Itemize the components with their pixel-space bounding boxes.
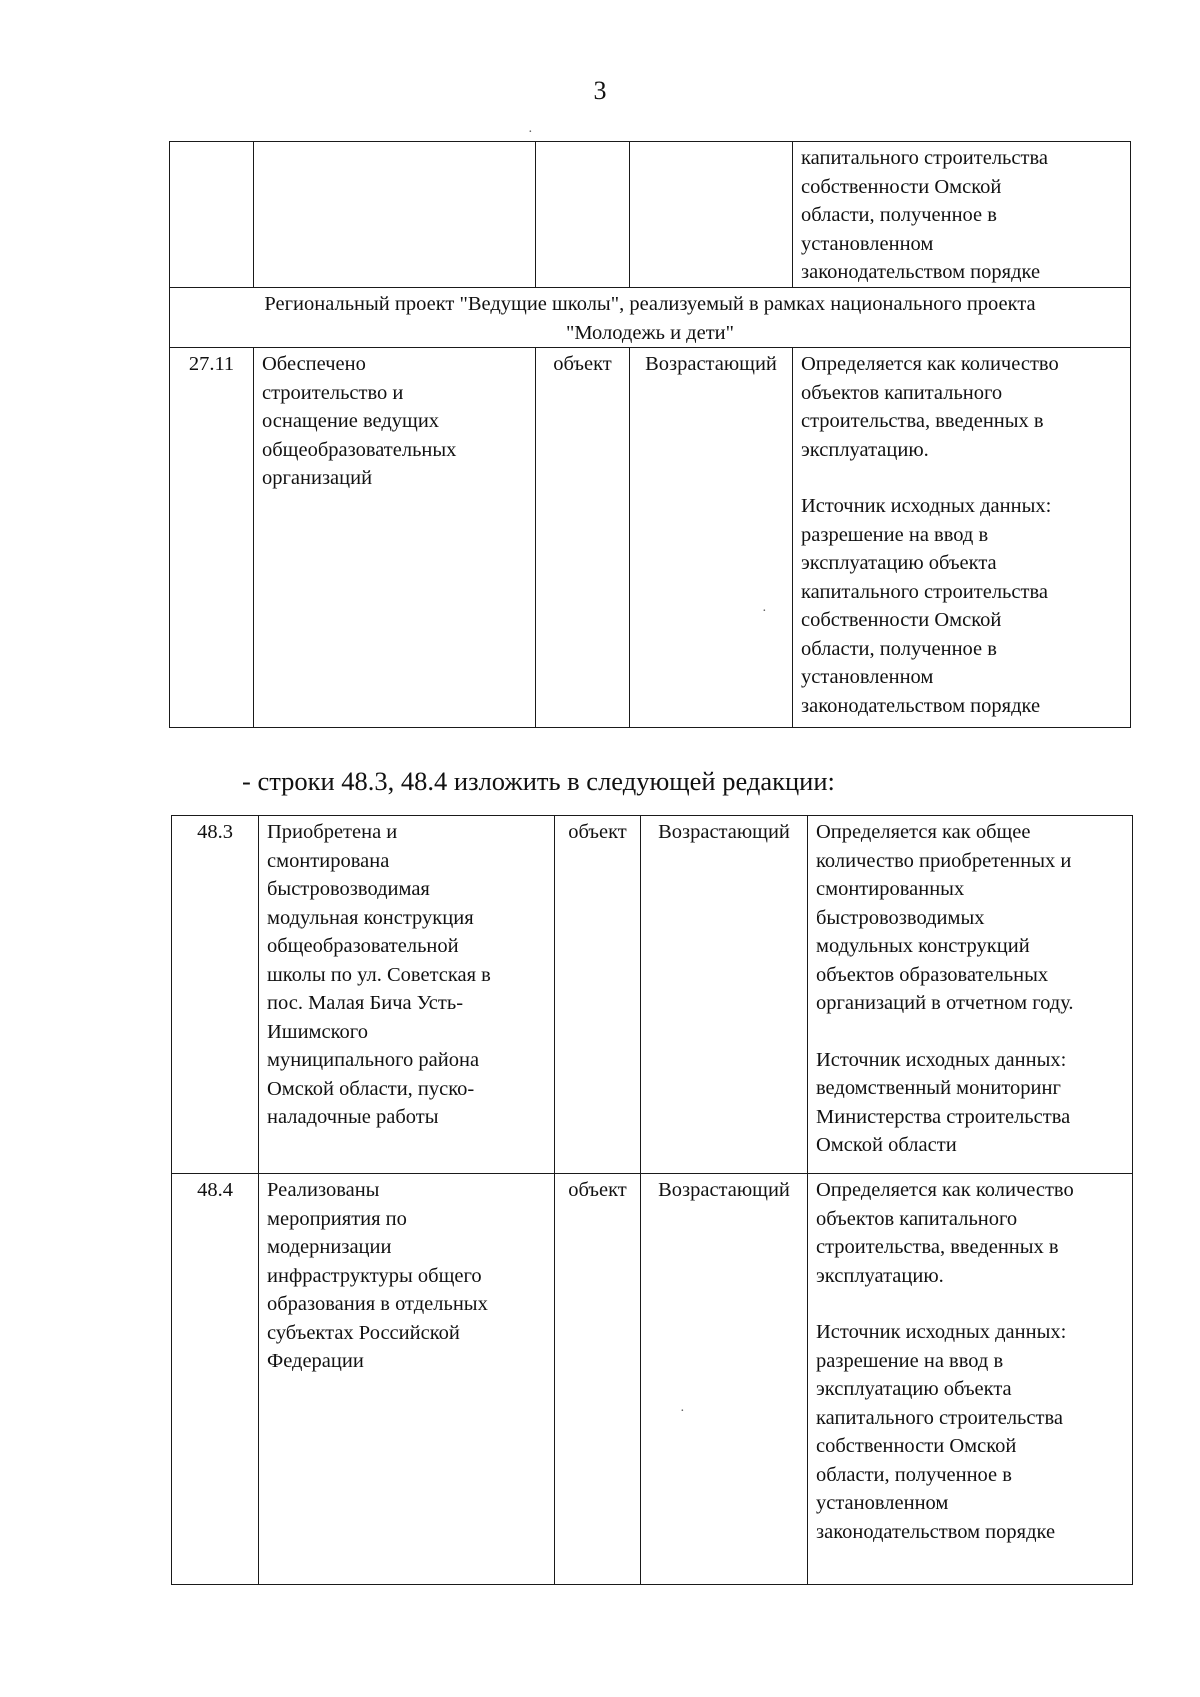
unit-cell: объект [536,348,630,728]
text-line: объектов капитального [801,381,1003,404]
scan-speck: · [528,125,533,140]
description-cell [793,142,1131,288]
text-line: капитального строительства [816,1406,1063,1429]
description-paragraph [801,350,1122,464]
text-line: общеобразовательных [262,438,457,461]
text-line: модульная конструкция [267,906,474,929]
text-line: Федерации [267,1350,364,1372]
trend-cell [630,142,793,288]
indicator-name-text [262,350,527,493]
text-line: строительство и [262,381,404,404]
text-line: эксплуатацию объекта [801,552,997,574]
text-line: пос. Малая Бича Усть- [267,992,464,1014]
data-source-paragraph [816,1046,1124,1160]
text-line: субъектах Российской [267,1321,460,1344]
text-line: "Молодежь и дети" [565,321,735,344]
text-line: объектов капитального [816,1207,1018,1230]
table-row [170,348,1131,728]
text-line: организаций [262,467,373,489]
text-line: собственности Омской [816,1435,1017,1457]
text-line: строительства, введенных в [816,1236,1059,1258]
text-line: быстровозводимых [816,906,985,929]
text-line: эксплуатацию. [816,1264,944,1287]
scan-speck: · [680,1404,685,1419]
indicator-name-text [267,818,546,1132]
unit-cell: объект [555,1174,641,1585]
trend-cell: Возрастающий [630,348,793,728]
text-line: Омской области [816,1134,957,1156]
text-line: Источник исходных данных: [816,1321,1067,1343]
text-line: объектов образовательных [816,963,1049,986]
row-number: 27.11 [170,348,254,728]
text-line: Омской области, пуско- [267,1077,475,1100]
text-line: общеобразовательной [267,935,459,957]
text-line: собственности Омской [801,609,1002,631]
text-line: Министерства строительства [816,1105,1071,1128]
text-line: разрешение на ввод в [816,1349,1004,1372]
text-line: образования в отдельных [267,1293,488,1315]
description-cell [793,348,1131,728]
instruction-text: - строки 48.3, 48.4 изложить в следующей редакции: [242,766,835,796]
text-line: установленном [801,666,934,688]
text-line: смонтированных [816,878,965,900]
table-row [170,142,1131,288]
description-cell [808,816,1133,1174]
trend-cell: Возрастающий [641,1174,808,1585]
scan-speck: · [762,604,767,619]
data-source-paragraph [801,492,1122,720]
text-line: инфраструктуры общего [267,1264,482,1287]
table-row [172,816,1133,1174]
text-line: муниципального района [267,1049,480,1071]
text-line: строительства, введенных в [801,410,1044,432]
indicators-table-new [171,815,1133,1585]
text-line: организаций в отчетном году. [816,992,1074,1014]
text-line: Источник исходных данных: [816,1048,1067,1071]
text-line: законодательством порядке [816,1520,1056,1543]
unit-cell: объект [555,816,641,1174]
indicator-name [254,348,536,728]
text-line: оснащение ведущих [262,410,440,432]
text-line: Региональный проект "Ведущие школы", реализуемый в рамках национального проекта [264,293,1036,315]
text-line: наладочные работы [267,1106,439,1128]
indicator-name [259,1174,555,1585]
text-line: Приобретена и [267,821,398,843]
text-line: установленном [801,232,934,255]
text-line: Ишимского [267,1020,368,1043]
description-cell [808,1174,1133,1585]
indicator-name-text [267,1176,546,1376]
text-line: Реализованы [267,1179,380,1201]
text-line: законодательством порядке [801,261,1041,283]
text-line: области, полученное в [801,637,997,660]
text-line: смонтирована [267,849,390,872]
data-source-paragraph [816,1318,1124,1546]
indicators-table-continued [169,141,1131,728]
text-line: эксплуатацию объекта [816,1378,1012,1400]
text-line: ведомственный мониторинг [816,1077,1061,1099]
text-line: области, полученное в [801,204,997,226]
page-number: 3 [593,76,607,105]
text-line: капитального строительства [801,147,1048,169]
description-text [801,144,1122,287]
row-number: 48.3 [172,816,259,1174]
name-cell [254,142,536,288]
description-paragraph [816,818,1124,1018]
text-line: собственности Омской [801,175,1002,198]
text-line: Обеспечено [262,353,366,375]
row-number: 48.4 [172,1174,259,1585]
table-row [172,1174,1133,1585]
text-line: области, полученное в [816,1463,1012,1486]
text-line: Источник исходных данных: [801,495,1052,517]
text-line: мероприятия по [267,1207,407,1230]
description-paragraph [816,1176,1124,1290]
section-header-text [178,290,1122,347]
text-line: установленном [816,1492,949,1514]
text-line: школы по ул. Советская в [267,963,491,986]
text-line: быстровозводимая [267,878,430,900]
section-header [170,288,1131,348]
unit-cell [536,142,630,288]
text-line: Определяется как количество [801,353,1059,375]
trend-cell: Возрастающий [641,816,808,1174]
number-cell [170,142,254,288]
section-header-row [170,288,1131,348]
text-line: модернизации [267,1236,392,1258]
text-line: законодательством порядке [801,694,1041,717]
text-line: Определяется как количество [816,1179,1074,1201]
text-line: разрешение на ввод в [801,523,989,546]
text-line: Определяется как общее [816,821,1031,843]
text-line: эксплуатацию. [801,438,929,461]
indicator-name [259,816,555,1174]
text-line: количество приобретенных и [816,849,1072,872]
text-line: модульных конструкций [816,935,1030,957]
text-line: капитального строительства [801,580,1048,603]
